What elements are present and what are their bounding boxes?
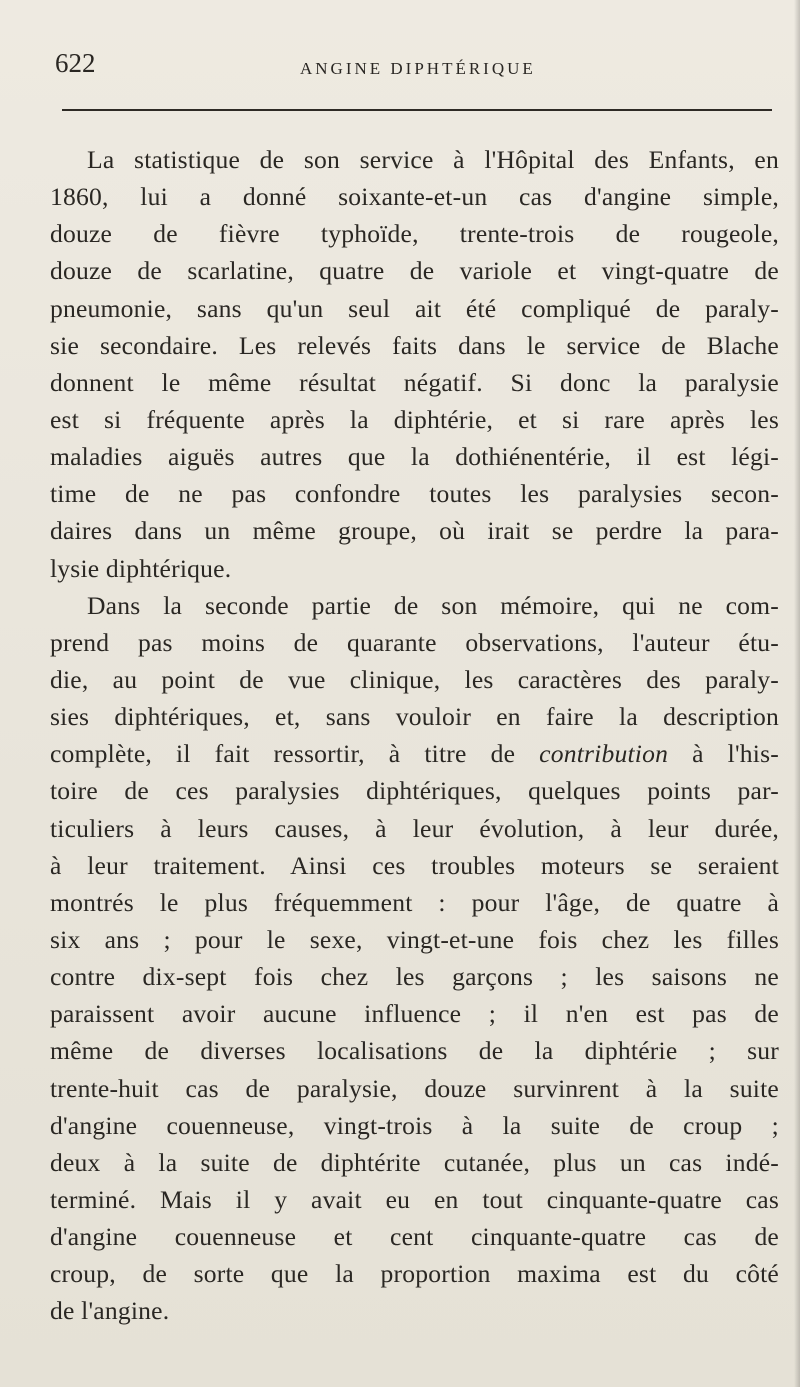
text-line: douze de scarlatine, quatre de variole et vingt-quatre de bbox=[50, 256, 779, 286]
page-header bbox=[55, 40, 772, 90]
text-line: prend pas moins de quarante observations, l'auteur étu- bbox=[50, 627, 779, 657]
text-line: deux à la suite de diphtérite cutanée, plus un cas indé- bbox=[50, 1147, 779, 1177]
text-line: trente-huit cas de paralysie, douze survinrent à la suite bbox=[50, 1073, 779, 1103]
text-line: contre dix-sept fois chez les garçons ; les saisons ne bbox=[50, 962, 779, 992]
text-line: daires dans un même groupe, où irait se perdre la para- bbox=[50, 516, 779, 546]
body-text bbox=[50, 141, 779, 1330]
text-line: pneumonie, sans qu'un seul ait été compliqué de paraly- bbox=[50, 293, 779, 323]
text-segment: à l'his- bbox=[668, 739, 779, 769]
text-line: ticuliers à leurs causes, à leur évolution, à leur durée, bbox=[50, 813, 779, 843]
text-line: montrés le plus fréquemment : pour l'âge, de quatre à bbox=[50, 887, 779, 917]
text-line: d'angine couenneuse et cent cinquante-quatre cas de bbox=[50, 1222, 779, 1252]
text-line: même de diverses localisations de la diphtérie ; sur bbox=[50, 1036, 779, 1066]
text-line: La statistique de son service à l'Hôpital des Enfants, en bbox=[87, 145, 779, 174]
italic-word: contribution bbox=[539, 739, 669, 769]
text-line: croup, de sorte que la proportion maxima est du côté bbox=[50, 1259, 779, 1289]
text-line: lysie diphtérique. bbox=[50, 553, 232, 583]
text-line: time de ne pas confondre toutes les paralysies secon- bbox=[50, 479, 779, 509]
text-line: six ans ; pour le sexe, vingt-et-une fois chez les filles bbox=[50, 924, 779, 954]
text-line: toire de ces paralysies diphtériques, quelques points par- bbox=[50, 776, 779, 806]
header-rule bbox=[62, 109, 772, 111]
text-line: Dans la seconde partie de son mémoire, qui ne com- bbox=[87, 590, 779, 620]
text-line: de l'angine. bbox=[50, 1296, 170, 1326]
text-line: d'angine couenneuse, vingt-trois à la suite de croup ; bbox=[50, 1110, 779, 1140]
text-line: maladies aiguës autres que la dothiénentérie, il est légi- bbox=[50, 442, 779, 472]
running-title: ANGINE DIPHTÉRIQUE bbox=[300, 59, 536, 78]
text-line: die, au point de vue clinique, les caractères des paraly- bbox=[50, 664, 779, 694]
text-line: terminé. Mais il y avait eu en tout cinquante-quatre cas bbox=[50, 1184, 779, 1214]
text-line: 1860, lui a donné soixante-et-un cas d'angine simple, bbox=[50, 182, 779, 212]
text-line: donnent le même résultat négatif. Si donc la paralysie bbox=[50, 367, 779, 397]
text-line: sie secondaire. Les relevés faits dans le service de Blache bbox=[50, 330, 779, 360]
text-line-with-italic bbox=[50, 735, 779, 772]
text-line: à leur traitement. Ainsi ces troubles moteurs se seraient bbox=[50, 850, 779, 880]
text-line: paraissent avoir aucune influence ; il n'en est pas de bbox=[50, 999, 779, 1029]
text-line: douze de fièvre typhoïde, trente-trois de rougeole, bbox=[50, 219, 779, 249]
text-segment: complète, il fait ressortir, à titre de bbox=[50, 739, 540, 769]
text-line: sies diphtériques, et, sans vouloir en faire la description bbox=[50, 702, 779, 732]
page-number: 622 bbox=[55, 48, 96, 78]
text-line: est si fréquente après la diphtérie, et si rare après les bbox=[50, 404, 779, 434]
